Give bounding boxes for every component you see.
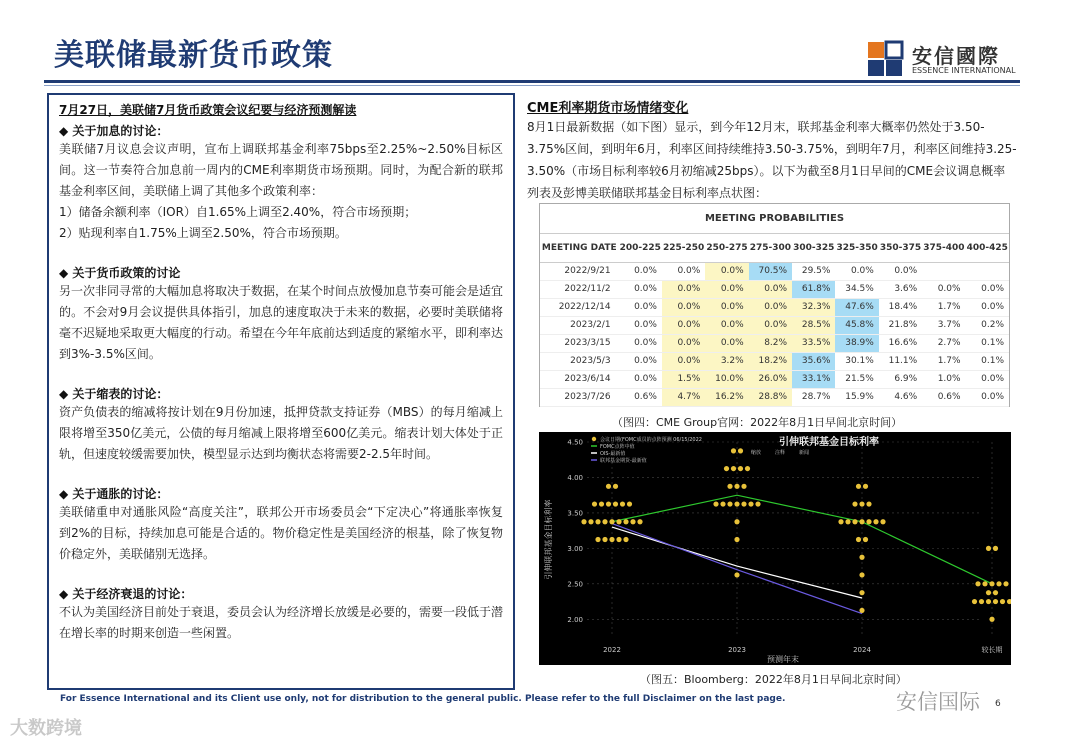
dot-plot-svg — [539, 432, 1011, 665]
fomc-dot — [745, 466, 750, 471]
cme-paragraph: 8月1日最新数据（如下图）显示，到今年12月末，联邦基金利率大概率仍然处于3.50-3.75%区间，到明年6月，利率区间持续维持3.50-3.75%，到明年7月，利率区间维持3.25-3.50%（市场目标利率较6月初缩减25bps）。以下为截至8月1日早间的CME会议调息概率列表及彭博美联储联邦基金目标利率点状图： — [527, 120, 1017, 200]
fomc-dot — [989, 617, 994, 622]
y-tick-label: 3.50 — [567, 509, 583, 518]
table-row — [540, 298, 1009, 316]
column-header: MEETING DATE — [540, 234, 619, 262]
fomc-dot — [623, 537, 628, 542]
column-header: 225-250 — [662, 234, 705, 262]
probability-cell: 0.6% — [619, 388, 662, 406]
probability-cell: 2.7% — [922, 334, 965, 352]
section-text-rate-hike: 美联储7月议息会议声明，宣布上调联邦基金利率75bps至2.25%~2.50%目标区间。这一节奏符合加息前一周内的CME利率期货市场预期。同时，为配合新的联邦基金利率区间，美联储上调了其他多个政策利率： — [59, 142, 503, 198]
fomc-dot — [1007, 599, 1011, 604]
chart-title: 引伸联邦基金目标利率 — [779, 437, 879, 448]
probability-cell: 0.0% — [619, 262, 662, 280]
column-header: 200-225 — [619, 234, 662, 262]
fomc-dot — [595, 537, 600, 542]
list-item-ior: 1）储备余额利率（IOR）自1.65%上调至2.40%，符合市场预期； — [59, 205, 417, 219]
fomc-dot — [599, 501, 604, 506]
fomc-dot — [845, 519, 850, 524]
fomc-dot — [724, 466, 729, 471]
fomc-dot — [741, 501, 746, 506]
probability-cell: 32.3% — [792, 298, 835, 316]
column-header: 375-400 — [922, 234, 965, 262]
table-row — [540, 262, 1009, 280]
probability-cell: 16.6% — [879, 334, 922, 352]
probability-cell — [922, 262, 965, 280]
probability-cell: 29.5% — [792, 262, 835, 280]
y-tick-label: 2.00 — [567, 615, 583, 624]
meeting-probabilities-table — [539, 203, 1010, 407]
probability-cell: 0.0% — [662, 352, 705, 370]
probability-cell: 3.6% — [879, 280, 922, 298]
probability-cell: 0.0% — [662, 298, 705, 316]
probability-cell: 28.7% — [792, 388, 835, 406]
probability-cell: 0.0% — [966, 298, 1009, 316]
fomc-dot — [720, 501, 725, 506]
fomc-dot — [996, 581, 1001, 586]
fomc-dot — [727, 484, 732, 489]
table-row — [540, 388, 1009, 406]
probability-cell: 16.2% — [705, 388, 748, 406]
probability-cell: 0.6% — [922, 388, 965, 406]
column-header: 350-375 — [879, 234, 922, 262]
probability-cell: 0.1% — [966, 334, 1009, 352]
probability-cell: 28.8% — [749, 388, 792, 406]
legend-entry: OIS-最新值 — [600, 451, 626, 457]
fomc-dot — [609, 537, 614, 542]
probability-cell: 3.7% — [922, 316, 965, 334]
probability-cell: 11.1% — [879, 352, 922, 370]
fomc-dot — [616, 519, 621, 524]
legend-entry: 会议日期(FOMC成员的点阵预测 06/15/2022 — [600, 437, 702, 443]
fomc-dot — [630, 519, 635, 524]
figure-caption-cme: （图四：CME Group官网：2022年8月1日早间北京时间） — [612, 416, 903, 429]
fomc-dot — [863, 484, 868, 489]
section-heading-recession: ◆ 关于经济衰退的讨论： — [59, 587, 193, 601]
probability-cell: 0.0% — [662, 280, 705, 298]
fomc-dot — [972, 599, 977, 604]
fomc-dot — [852, 519, 857, 524]
probability-cell: 0.0% — [619, 298, 662, 316]
probability-cell: 0.0% — [619, 352, 662, 370]
probability-cell: 26.0% — [749, 370, 792, 388]
y-axis-label: 引伸联邦基金目标利率 — [544, 499, 553, 580]
summary-title: 7月27日，美联储7月货币政策会议纪要与经济预测解读 — [59, 103, 357, 117]
fomc-dot — [738, 466, 743, 471]
probability-cell: 33.5% — [792, 334, 835, 352]
fomc-dot — [581, 519, 586, 524]
y-tick-label: 4.00 — [567, 473, 583, 482]
fomc-dot — [982, 581, 987, 586]
probability-cell: 34.5% — [835, 280, 878, 298]
fomc-dot — [838, 519, 843, 524]
x-tick-label: 较长期 — [981, 646, 1003, 654]
column-header: 400-425 — [966, 234, 1009, 262]
probability-cell: 1.7% — [922, 352, 965, 370]
fomc-dot — [859, 590, 864, 595]
fomc-dot — [866, 501, 871, 506]
section-text-inflation: 美联储重申对通胀风险“高度关注”，联邦公开市场委员会“下定决心”将通胀率恢复到2%的目标，持续加息可能是合适的。物价稳定性是美国经济的根基，除了恢复物价稳定外，美联储别无选择。 — [59, 505, 503, 561]
probability-cell: 0.0% — [619, 334, 662, 352]
probability-cell: 33.1% — [792, 370, 835, 388]
fomc-dot — [731, 466, 736, 471]
fomc-dot — [734, 519, 739, 524]
list-item-discount-rate: 2）贴现利率自1.75%上调至2.50%，符合市场预期。 — [59, 226, 347, 240]
probability-cell: 1.7% — [922, 298, 965, 316]
table-row — [540, 280, 1009, 298]
probability-cell: 8.2% — [749, 334, 792, 352]
fomc-dot — [741, 484, 746, 489]
fomc-dot — [986, 590, 991, 595]
x-tick-label: 2024 — [853, 646, 871, 654]
fomc-dot — [623, 519, 628, 524]
fomc-dot — [606, 501, 611, 506]
fomc-dot — [979, 599, 984, 604]
fomc-dot — [866, 519, 871, 524]
fomc-dot — [1000, 599, 1005, 604]
section-heading-rate-hike: ◆ 关于加息的讨论： — [59, 124, 169, 138]
probability-cell: 0.0% — [922, 280, 965, 298]
page-number: 6 — [995, 699, 1001, 709]
fomc-dot — [856, 484, 861, 489]
fomc-dot — [859, 555, 864, 560]
column-header: 325-350 — [835, 234, 878, 262]
logo-text-en: ESSENCE INTERNATIONAL — [912, 66, 1016, 75]
table-row — [540, 334, 1009, 352]
section-text-monetary-policy: 另一次非同寻常的大幅加息将取决于数据，在某个时间点放慢加息节奏可能会是适宜的。不会对9月会议提供具体指引，加息的速度取决于未来的数据，必要时美联储将毫不迟疑地采取更大幅度的行动。希望在今年年底前达到适度的紧缩水平，即利率达到3%-3.5%区间。 — [59, 284, 504, 361]
probability-cell: 0.0% — [619, 370, 662, 388]
fomc-dot — [609, 519, 614, 524]
fomc-dot — [620, 501, 625, 506]
section-heading-inflation: ◆ 关于通胀的讨论： — [59, 487, 169, 501]
probability-cell: 0.0% — [619, 280, 662, 298]
probability-cell: 35.6% — [792, 352, 835, 370]
probability-cell: 0.0% — [966, 370, 1009, 388]
series-line — [612, 495, 992, 584]
fomc-dot — [713, 501, 718, 506]
fomc-dot — [738, 448, 743, 453]
meeting-date-cell: 2022/12/14 — [540, 298, 619, 316]
fomc-dot — [1003, 581, 1008, 586]
fomc-dot — [592, 501, 597, 506]
probability-cell: 4.7% — [662, 388, 705, 406]
probability-cell: 0.0% — [705, 334, 748, 352]
page-title: 美联储最新货币政策 — [54, 38, 333, 73]
fomc-dot — [727, 501, 732, 506]
y-tick-label: 4.50 — [567, 438, 583, 447]
fomc-dot — [859, 501, 864, 506]
column-header: 300-325 — [792, 234, 835, 262]
probability-cell: 30.1% — [835, 352, 878, 370]
fomc-dot — [602, 519, 607, 524]
fomc-dot — [755, 501, 760, 506]
table-row — [540, 352, 1009, 370]
table-title: MEETING PROBABILITIES — [540, 204, 1009, 234]
probability-cell: 0.0% — [662, 334, 705, 352]
probability-cell — [966, 262, 1009, 280]
fomc-dot — [606, 484, 611, 489]
disclaimer-footer: For Essence International and its Client use only, not for distribution to the general public. Please refer to the full Disclaimer on the last page. — [60, 694, 786, 704]
section-heading-monetary-policy: ◆ 关于货币政策的讨论 — [59, 266, 181, 280]
fomc-dot — [986, 546, 991, 551]
legend-button-label: 新闻 — [799, 450, 810, 456]
fomc-dot — [993, 599, 998, 604]
legend-marker-icon — [592, 437, 596, 441]
fomc-dot — [637, 519, 642, 524]
probability-cell: 4.6% — [879, 388, 922, 406]
probability-cell: 0.0% — [966, 280, 1009, 298]
section-heading-balance-sheet: ◆ 关于缩表的讨论： — [59, 387, 169, 401]
probability-cell: 0.0% — [705, 298, 748, 316]
cme-heading: CME利率期货市场情绪变化 — [527, 101, 689, 116]
fomc-dot — [595, 519, 600, 524]
watermark-dashuju: 大数跨境 — [10, 718, 82, 739]
probability-cell: 3.2% — [705, 352, 748, 370]
figure-caption-bloomberg: （图五：Bloomberg：2022年8月1日早间北京时间） — [640, 673, 907, 686]
legend-button-label: 注释 — [775, 450, 786, 456]
fomc-dot — [859, 572, 864, 577]
logo-mark-icon — [866, 40, 904, 78]
fomc-dot — [731, 448, 736, 453]
dot-plot-chart — [539, 432, 1011, 665]
fomc-dot — [613, 484, 618, 489]
probability-cell: 21.5% — [835, 370, 878, 388]
fomc-dot — [734, 537, 739, 542]
y-tick-label: 3.00 — [567, 544, 583, 553]
fomc-summary-box — [47, 93, 515, 690]
meeting-date-cell: 2023/6/14 — [540, 370, 619, 388]
probability-cell: 0.0% — [749, 280, 792, 298]
column-header: 250-275 — [705, 234, 748, 262]
fomc-dot — [748, 501, 753, 506]
probability-cell: 0.0% — [662, 262, 705, 280]
fomc-dot — [734, 501, 739, 506]
probability-grid — [540, 234, 1009, 407]
probability-cell: 0.0% — [705, 280, 748, 298]
title-rule — [44, 80, 1020, 83]
probability-cell: 0.0% — [966, 388, 1009, 406]
legend-entry: 联邦基金期货-最新值 — [600, 458, 647, 464]
probability-cell: 0.2% — [966, 316, 1009, 334]
fomc-dot — [613, 501, 618, 506]
probability-cell: 70.5% — [749, 262, 792, 280]
fomc-dot — [852, 501, 857, 506]
fomc-dot — [863, 537, 868, 542]
fomc-dot — [873, 519, 878, 524]
meeting-date-cell: 2023/5/3 — [540, 352, 619, 370]
section-text-recession: 不认为美国经济目前处于衰退，委员会认为经济增长放缓是必要的，需要一段低于潜在增长率的时期来创造一些闲置。 — [59, 605, 504, 640]
probability-cell: 0.0% — [879, 262, 922, 280]
legend-entry: FOMC点阵中值 — [600, 444, 635, 450]
fomc-dot — [859, 608, 864, 613]
fomc-dot — [734, 484, 739, 489]
table-row — [540, 370, 1009, 388]
legend-button-label: 缩放 — [751, 450, 762, 456]
meeting-date-cell: 2022/11/2 — [540, 280, 619, 298]
meeting-date-cell: 2023/3/15 — [540, 334, 619, 352]
probability-cell: 6.9% — [879, 370, 922, 388]
probability-cell: 0.0% — [705, 262, 748, 280]
probability-cell: 15.9% — [835, 388, 878, 406]
probability-cell: 0.0% — [662, 316, 705, 334]
meeting-date-cell: 2023/7/26 — [540, 388, 619, 406]
title-rule-thin — [44, 85, 1020, 86]
probability-cell: 21.8% — [879, 316, 922, 334]
fomc-dot — [993, 546, 998, 551]
fomc-dot — [616, 537, 621, 542]
fomc-dot — [602, 537, 607, 542]
probability-cell: 47.6% — [835, 298, 878, 316]
probability-cell: 1.5% — [662, 370, 705, 388]
probability-cell: 0.0% — [705, 316, 748, 334]
x-axis-label: 预测年末 — [767, 655, 799, 664]
probability-cell: 61.8% — [792, 280, 835, 298]
probability-cell: 18.4% — [879, 298, 922, 316]
probability-cell: 1.0% — [922, 370, 965, 388]
logo-text-cn: 安信國際 — [912, 44, 1000, 68]
fomc-dot — [627, 501, 632, 506]
section-text-balance-sheet: 资产负债表的缩减将按计划在9月份加速，抵押贷款支持证券（MBS）的每月缩减上限将增至350亿美元，公债的每月缩减上限将增至600亿美元。缩表计划大体处于正轨，但速度较缓需要加快，模型显示达到均衡状态将需要2-2.5年时间。 — [59, 405, 503, 461]
meeting-date-cell: 2022/9/21 — [540, 262, 619, 280]
y-tick-label: 2.50 — [567, 580, 583, 589]
fomc-dot — [986, 599, 991, 604]
probability-cell: 10.0% — [705, 370, 748, 388]
fomc-dot — [993, 590, 998, 595]
fomc-dot — [859, 519, 864, 524]
probability-cell: 18.2% — [749, 352, 792, 370]
watermark-essence: 安信国际 — [896, 690, 980, 714]
x-tick-label: 2023 — [728, 646, 746, 654]
probability-cell: 0.0% — [749, 298, 792, 316]
probability-cell: 28.5% — [792, 316, 835, 334]
company-logo — [866, 40, 1026, 78]
probability-cell: 0.0% — [749, 316, 792, 334]
column-header: 275-300 — [749, 234, 792, 262]
fomc-dot — [880, 519, 885, 524]
fomc-dot — [734, 572, 739, 577]
table-row — [540, 316, 1009, 334]
fomc-dot — [588, 519, 593, 524]
fomc-dot — [989, 581, 994, 586]
fomc-dot — [975, 581, 980, 586]
probability-cell: 38.9% — [835, 334, 878, 352]
fomc-dot — [856, 537, 861, 542]
x-tick-label: 2022 — [603, 646, 621, 654]
meeting-date-cell: 2023/2/1 — [540, 316, 619, 334]
probability-cell: 0.1% — [966, 352, 1009, 370]
probability-cell: 0.0% — [835, 262, 878, 280]
probability-cell: 0.0% — [619, 316, 662, 334]
probability-cell: 45.8% — [835, 316, 878, 334]
